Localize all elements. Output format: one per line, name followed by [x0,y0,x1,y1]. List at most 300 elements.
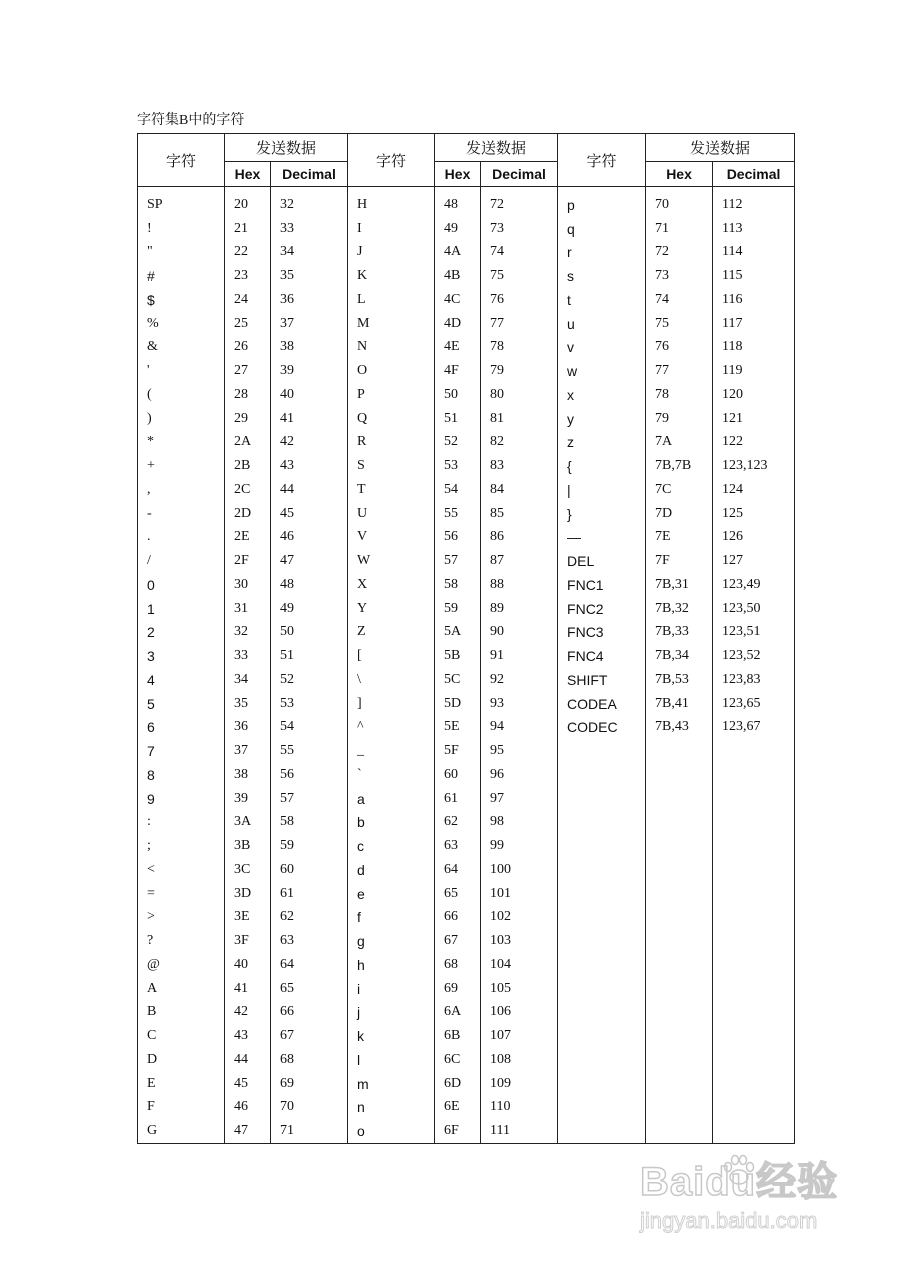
table-row [138,502,795,526]
hex-cell: 36 [225,716,271,740]
decimal-cell: 83 [481,454,558,478]
hex-cell: 42 [225,1001,271,1025]
hex-cell [646,906,713,930]
char-cell: SP [138,187,225,217]
char-cell [558,1096,646,1120]
char-cell: n [348,1096,435,1120]
header-hex-2: Hex [435,162,481,187]
hex-cell: 32 [225,621,271,645]
hex-cell: 63 [435,834,481,858]
table-row [138,431,795,455]
decimal-cell: 127 [713,549,795,573]
char-cell: s [558,264,646,288]
char-cell: w [558,359,646,383]
char-cell: ` [348,763,435,787]
hex-cell: 25 [225,312,271,336]
table-row [138,383,795,407]
char-cell: T [348,478,435,502]
hex-cell: 7B,7B [646,454,713,478]
hex-cell: 41 [225,977,271,1001]
hex-cell: 33 [225,644,271,668]
decimal-cell: 84 [481,478,558,502]
decimal-cell: 105 [481,977,558,1001]
decimal-cell: 124 [713,478,795,502]
hex-cell: 4A [435,241,481,265]
table-row [138,241,795,265]
table-row [138,336,795,360]
table-row [138,1001,795,1025]
char-cell: $ [138,288,225,312]
hex-cell: 74 [646,288,713,312]
hex-cell: 5A [435,621,481,645]
table-row [138,644,795,668]
hex-cell [646,787,713,811]
char-cell: CODEC [558,716,646,740]
char-cell: j [348,1001,435,1025]
hex-cell: 4D [435,312,481,336]
header-send-data-3: 发送数据 [646,134,795,162]
decimal-cell: 82 [481,431,558,455]
decimal-cell: 123,50 [713,597,795,621]
header-decimal-3: Decimal [713,162,795,187]
char-cell: l [348,1048,435,1072]
char-cell: ^ [348,716,435,740]
hex-cell: 29 [225,407,271,431]
decimal-cell: 69 [271,1072,348,1096]
char-cell: z [558,431,646,455]
char-cell: C [138,1024,225,1048]
char-cell: r [558,241,646,265]
char-cell [558,834,646,858]
decimal-cell: 106 [481,1001,558,1025]
hex-cell: 35 [225,692,271,716]
char-cell: 8 [138,763,225,787]
hex-cell: 51 [435,407,481,431]
hex-cell: 6A [435,1001,481,1025]
decimal-cell: 118 [713,336,795,360]
code-set-b-table [137,133,795,1144]
hex-cell: 3F [225,929,271,953]
header-char-2: 字符 [348,134,435,187]
hex-cell: 76 [646,336,713,360]
char-cell: + [138,454,225,478]
char-cell: U [348,502,435,526]
decimal-cell: 72 [481,187,558,217]
char-cell: [ [348,644,435,668]
hex-cell: 21 [225,217,271,241]
decimal-cell: 91 [481,644,558,668]
decimal-cell [713,763,795,787]
char-cell: CODEA [558,692,646,716]
decimal-cell [713,906,795,930]
decimal-cell: 125 [713,502,795,526]
table-row [138,288,795,312]
hex-cell [646,739,713,763]
hex-cell: 7D [646,502,713,526]
decimal-cell [713,858,795,882]
hex-cell: 60 [435,763,481,787]
hex-cell: 7B,32 [646,597,713,621]
char-cell: Q [348,407,435,431]
hex-cell: 7B,53 [646,668,713,692]
char-cell: | [558,478,646,502]
decimal-cell: 67 [271,1024,348,1048]
char-cell: y [558,407,646,431]
hex-cell [646,1001,713,1025]
hex-cell: 53 [435,454,481,478]
hex-cell [646,763,713,787]
char-cell: > [138,906,225,930]
hex-cell: 61 [435,787,481,811]
paw-icon [719,1150,759,1190]
char-cell: p [558,187,646,217]
char-cell: 5 [138,692,225,716]
char-cell [558,858,646,882]
hex-cell: 23 [225,264,271,288]
decimal-cell: 115 [713,264,795,288]
char-cell [558,1001,646,1025]
table-caption: 字符集B中的字符 [137,113,245,128]
char-cell: u [558,312,646,336]
hex-cell: 40 [225,953,271,977]
hex-cell: 77 [646,359,713,383]
decimal-cell: 123,67 [713,716,795,740]
hex-cell: 37 [225,739,271,763]
decimal-cell: 33 [271,217,348,241]
char-cell: FNC3 [558,621,646,645]
decimal-cell: 92 [481,668,558,692]
decimal-cell: 123,123 [713,454,795,478]
table-row [138,1096,795,1120]
decimal-cell: 116 [713,288,795,312]
char-cell: I [348,217,435,241]
table-row [138,549,795,573]
hex-cell: 75 [646,312,713,336]
decimal-cell [713,1048,795,1072]
hex-cell: 3C [225,858,271,882]
hex-cell: 4F [435,359,481,383]
hex-cell [646,929,713,953]
char-cell: ( [138,383,225,407]
hex-cell: 67 [435,929,481,953]
table-row [138,359,795,383]
table-row [138,478,795,502]
hex-cell: 58 [435,573,481,597]
char-cell [558,787,646,811]
hex-cell: 27 [225,359,271,383]
char-cell: a [348,787,435,811]
hex-cell: 6D [435,1072,481,1096]
hex-cell: 62 [435,811,481,835]
table-row [138,217,795,241]
char-cell: R [348,431,435,455]
decimal-cell: 32 [271,187,348,217]
hex-cell: 34 [225,668,271,692]
hex-cell: 2F [225,549,271,573]
hex-cell: 47 [225,1119,271,1143]
table-row [138,573,795,597]
table-row [138,739,795,763]
decimal-cell: 99 [481,834,558,858]
hex-cell [646,811,713,835]
char-cell: 7 [138,739,225,763]
decimal-cell: 103 [481,929,558,953]
table-row [138,187,795,217]
header-decimal-2: Decimal [481,162,558,187]
decimal-cell: 111 [481,1119,558,1143]
header-hex-1: Hex [225,162,271,187]
decimal-cell: 68 [271,1048,348,1072]
table-row [138,1048,795,1072]
table-row [138,763,795,787]
decimal-cell: 62 [271,906,348,930]
decimal-cell: 112 [713,187,795,217]
table-row [138,977,795,1001]
decimal-cell [713,1096,795,1120]
char-cell: & [138,336,225,360]
char-cell: FNC1 [558,573,646,597]
hex-cell [646,858,713,882]
hex-cell: 70 [646,187,713,217]
char-cell: h [348,953,435,977]
char-cell: 0 [138,573,225,597]
watermark-url: jingyan.baidu.com [640,1208,818,1233]
hex-cell: 38 [225,763,271,787]
decimal-cell: 96 [481,763,558,787]
decimal-cell: 123,51 [713,621,795,645]
char-cell: DEL [558,549,646,573]
char-cell [558,953,646,977]
decimal-cell: 77 [481,312,558,336]
char-cell: % [138,312,225,336]
char-cell: - [138,502,225,526]
char-cell: i [348,977,435,1001]
decimal-cell: 75 [481,264,558,288]
decimal-cell [713,834,795,858]
header-char-3: 字符 [558,134,646,187]
decimal-cell: 120 [713,383,795,407]
char-cell: 1 [138,597,225,621]
char-cell: SHIFT [558,668,646,692]
table-row [138,692,795,716]
hex-cell: 7A [646,431,713,455]
char-cell: ! [138,217,225,241]
hex-cell: 45 [225,1072,271,1096]
hex-cell: 5E [435,716,481,740]
hex-cell: 31 [225,597,271,621]
char-cell: c [348,834,435,858]
decimal-cell: 54 [271,716,348,740]
decimal-cell: 121 [713,407,795,431]
decimal-cell [713,882,795,906]
table-row [138,858,795,882]
decimal-cell: 80 [481,383,558,407]
decimal-cell: 117 [713,312,795,336]
table-row [138,621,795,645]
char-cell [558,906,646,930]
watermark [640,1150,860,1250]
hex-cell: 7B,43 [646,716,713,740]
hex-cell: 4B [435,264,481,288]
char-cell: " [138,241,225,265]
hex-cell: 56 [435,526,481,550]
decimal-cell [713,739,795,763]
char-cell: K [348,264,435,288]
table-row [138,1072,795,1096]
table-row [138,407,795,431]
table-row [138,929,795,953]
char-cell: Z [348,621,435,645]
char-cell [558,811,646,835]
decimal-cell: 108 [481,1048,558,1072]
decimal-cell: 41 [271,407,348,431]
decimal-cell: 102 [481,906,558,930]
char-cell: W [348,549,435,573]
char-cell: t [558,288,646,312]
hex-cell: 2C [225,478,271,502]
char-cell: @ [138,953,225,977]
char-cell: q [558,217,646,241]
hex-cell: 43 [225,1024,271,1048]
decimal-cell: 47 [271,549,348,573]
char-cell: # [138,264,225,288]
char-cell: B [138,1001,225,1025]
decimal-cell: 74 [481,241,558,265]
char-cell: , [138,478,225,502]
char-cell: M [348,312,435,336]
decimal-cell [713,1072,795,1096]
hex-cell: 46 [225,1096,271,1120]
decimal-cell: 109 [481,1072,558,1096]
char-cell: Y [348,597,435,621]
table-row [138,312,795,336]
hex-cell: 44 [225,1048,271,1072]
char-cell: ; [138,834,225,858]
hex-cell [646,977,713,1001]
decimal-cell: 49 [271,597,348,621]
header-decimal-1: Decimal [271,162,348,187]
char-cell [558,739,646,763]
decimal-cell: 66 [271,1001,348,1025]
decimal-cell: 39 [271,359,348,383]
hex-cell: 28 [225,383,271,407]
decimal-cell [713,1001,795,1025]
table-row [138,906,795,930]
char-cell [558,929,646,953]
hex-cell: 49 [435,217,481,241]
header-char-1: 字符 [138,134,225,187]
decimal-cell: 55 [271,739,348,763]
watermark-brand: Baidu经验 [640,1160,839,1204]
table-row [138,526,795,550]
hex-cell: 7B,34 [646,644,713,668]
hex-cell: 2B [225,454,271,478]
decimal-cell: 52 [271,668,348,692]
hex-cell: 3E [225,906,271,930]
char-cell: * [138,431,225,455]
decimal-cell [713,929,795,953]
char-cell: P [348,383,435,407]
decimal-cell: 46 [271,526,348,550]
decimal-cell: 81 [481,407,558,431]
char-cell: } [558,502,646,526]
header-hex-3: Hex [646,162,713,187]
decimal-cell [713,977,795,1001]
decimal-cell: 98 [481,811,558,835]
decimal-cell: 101 [481,882,558,906]
decimal-cell: 113 [713,217,795,241]
decimal-cell: 61 [271,882,348,906]
hex-cell: 68 [435,953,481,977]
decimal-cell: 114 [713,241,795,265]
decimal-cell: 123,49 [713,573,795,597]
table-row [138,882,795,906]
char-cell: — [558,526,646,550]
hex-cell: 73 [646,264,713,288]
decimal-cell: 93 [481,692,558,716]
decimal-cell: 42 [271,431,348,455]
hex-cell: 39 [225,787,271,811]
char-cell: J [348,241,435,265]
header-send-data-2: 发送数据 [435,134,558,162]
char-cell: m [348,1072,435,1096]
char-cell: b [348,811,435,835]
hex-cell [646,1096,713,1120]
decimal-cell: 35 [271,264,348,288]
hex-cell: 30 [225,573,271,597]
hex-cell: 2A [225,431,271,455]
hex-cell [646,1048,713,1072]
char-cell: f [348,906,435,930]
char-cell [558,977,646,1001]
decimal-cell: 78 [481,336,558,360]
decimal-cell: 50 [271,621,348,645]
decimal-cell [713,1119,795,1143]
decimal-cell: 38 [271,336,348,360]
hex-cell: 65 [435,882,481,906]
hex-cell: 6C [435,1048,481,1072]
char-cell: k [348,1024,435,1048]
char-cell: _ [348,739,435,763]
decimal-cell: 89 [481,597,558,621]
decimal-cell: 110 [481,1096,558,1120]
decimal-cell: 63 [271,929,348,953]
decimal-cell [713,1024,795,1048]
hex-cell: 6B [435,1024,481,1048]
char-cell: H [348,187,435,217]
hex-cell [646,1072,713,1096]
decimal-cell: 94 [481,716,558,740]
char-cell: 6 [138,716,225,740]
decimal-cell: 34 [271,241,348,265]
char-cell: x [558,383,646,407]
char-cell: { [558,454,646,478]
table-row [138,597,795,621]
decimal-cell: 79 [481,359,558,383]
decimal-cell: 57 [271,787,348,811]
char-cell [558,1024,646,1048]
hex-cell: 5D [435,692,481,716]
decimal-cell: 65 [271,977,348,1001]
char-cell: 9 [138,787,225,811]
char-cell: o [348,1119,435,1143]
char-cell [558,1119,646,1143]
hex-cell: 5C [435,668,481,692]
decimal-cell: 45 [271,502,348,526]
hex-cell: 78 [646,383,713,407]
table-row [138,716,795,740]
hex-cell: 2E [225,526,271,550]
